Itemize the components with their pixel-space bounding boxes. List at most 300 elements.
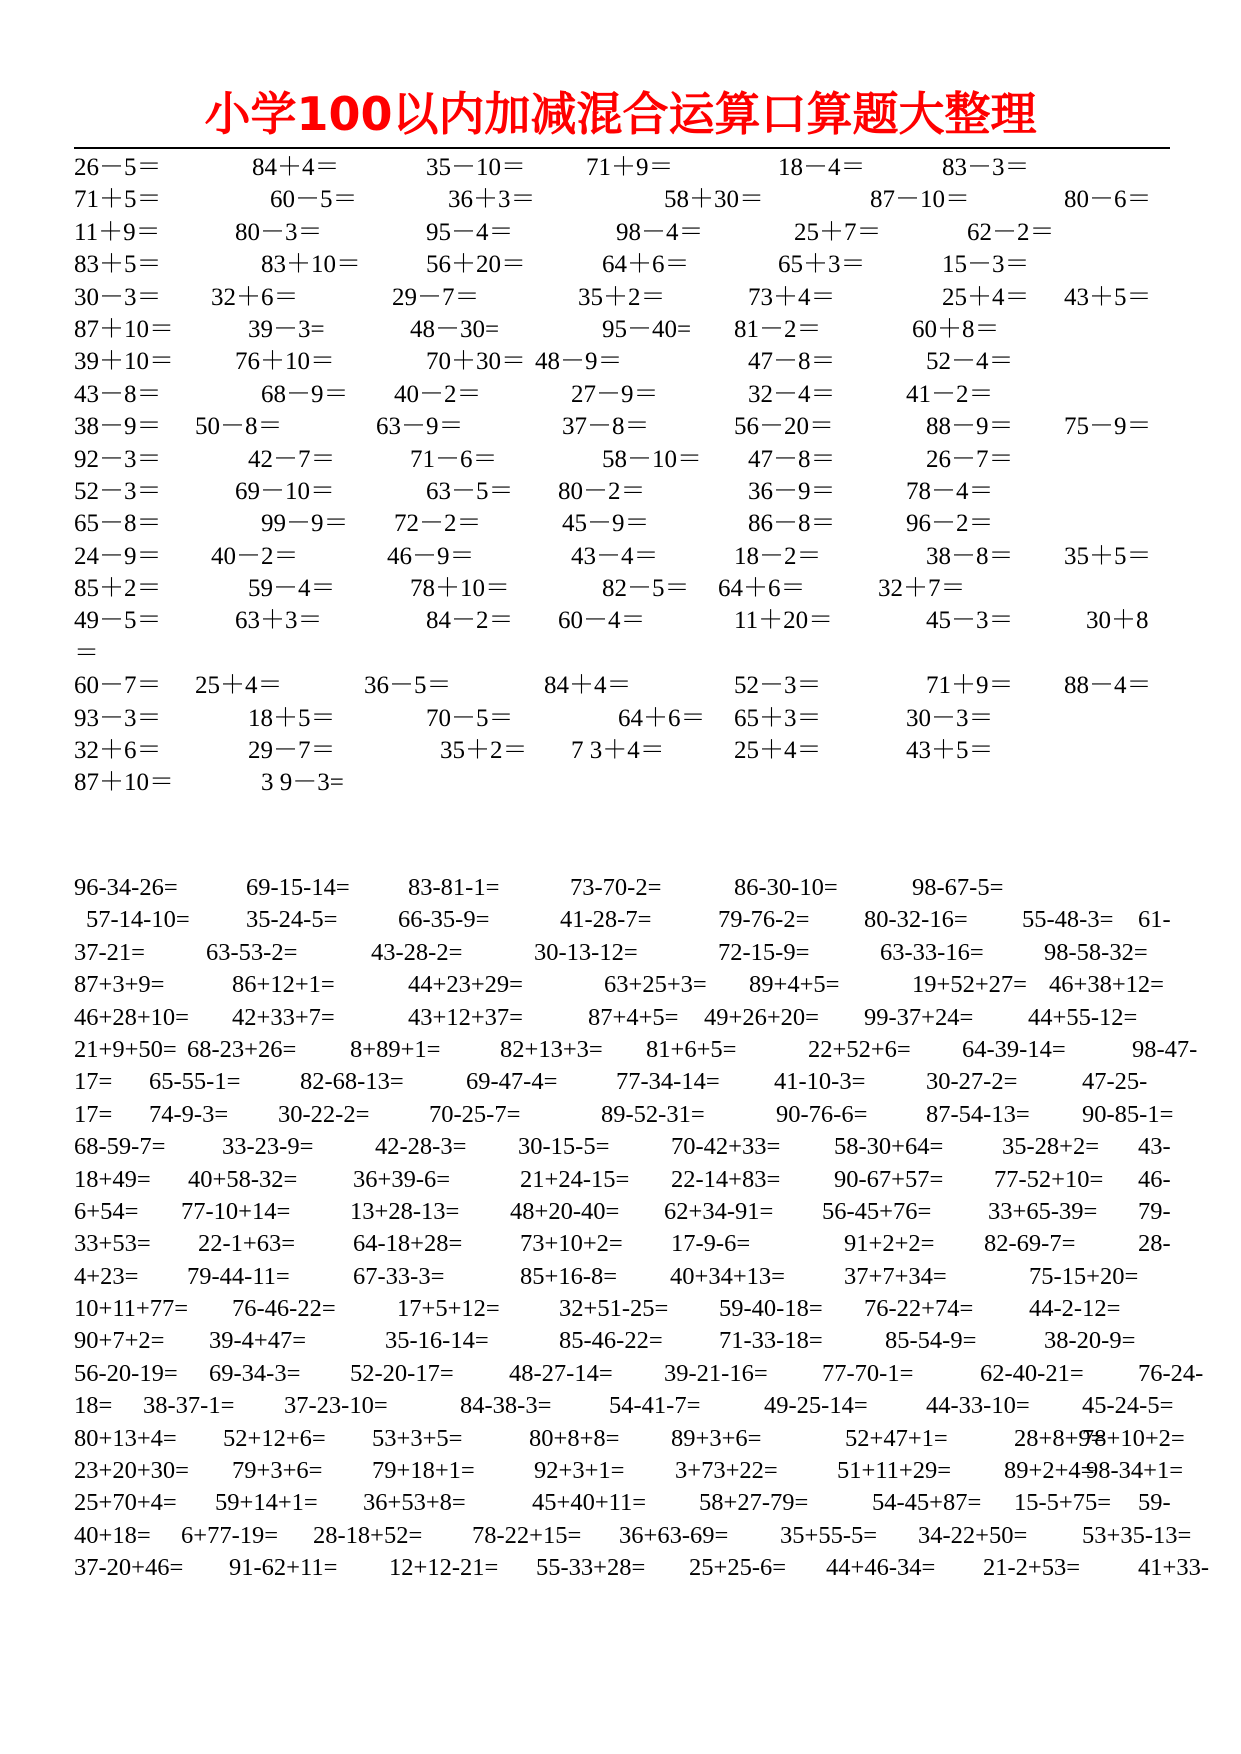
math-problem: 11＋20＝ [734,607,834,635]
math-problem: 23+20+30= [74,1457,189,1485]
math-problem: 47－8＝ [748,445,836,473]
math-problem: 30-27-2= [926,1068,1018,1096]
math-problem: 25+70+4= [74,1489,177,1517]
math-problem: 28-18+52= [313,1521,423,1549]
math-problem: 47－8＝ [748,348,836,376]
problem-row [74,1455,1184,1487]
math-problem: 45－9＝ [562,510,650,538]
math-problem: 32+51-25= [559,1295,669,1323]
math-problem: 63-33-16= [880,938,984,966]
math-problem: 91+2+2= [844,1230,935,1258]
math-problem: 79-76-2= [718,906,810,934]
math-problem: 42+33+7= [232,1003,335,1031]
math-problem: 77-70-1= [822,1359,914,1387]
math-problem: 35-28+2= [1002,1133,1100,1161]
math-problem: 53+35-13= [1082,1521,1192,1549]
math-problem: 39-4+47= [209,1327,307,1355]
math-problem: 58－10＝ [602,445,703,473]
math-problem: 83－3＝ [942,154,1030,181]
math-problem: 69－10＝ [235,477,336,505]
math-problem: 38-20-9= [1044,1327,1136,1355]
math-problem: 78+10+2= [1082,1424,1185,1452]
problem-row [74,1261,1170,1293]
math-problem: 81－2＝ [734,315,822,343]
math-problem: 34-22+50= [918,1521,1028,1549]
math-problem: 65＋3＝ [778,251,866,279]
math-problem: 73-70-2= [570,874,662,901]
math-problem: 71-33-18= [719,1327,823,1355]
math-problem: 21-2+53= [983,1554,1081,1582]
math-problem: 40－2＝ [394,380,482,408]
math-problem: 42－7＝ [248,445,336,473]
math-problem: 66-35-9= [398,906,490,934]
math-problem: 77-52+10= [994,1165,1104,1193]
math-problem: 41－2＝ [906,380,994,408]
math-problem: 35+55-5= [780,1521,878,1549]
math-problem: 33-23-9= [222,1133,314,1161]
math-problem: 83＋10＝ [261,251,362,279]
math-problem: 92－3＝ [74,445,162,473]
math-problem: 56-20-19= [74,1359,178,1387]
math-problem: 90+7+2= [74,1327,165,1355]
math-problem: 71＋9＝ [926,672,1014,700]
math-problem: 62-40-21= [980,1359,1084,1387]
math-problem: 50－8＝ [195,413,283,441]
math-problem: 80－6＝ [1064,186,1152,214]
math-problem: 13+28-13= [350,1197,460,1225]
math-problem: 39-21-16= [664,1359,768,1387]
math-problem: 79-44-11= [187,1262,290,1290]
math-problem: 77-10+14= [181,1197,291,1225]
math-problem: 32＋6＝ [211,283,299,311]
math-problem: 44-2-12= [1029,1295,1121,1323]
problem-row [74,508,1170,540]
math-problem: 21+24-15= [520,1165,630,1193]
math-problem: 76-24- [1138,1359,1204,1387]
math-problem: 26－7＝ [926,445,1014,473]
math-problem: 73＋4＝ [748,283,836,311]
math-problem: 30-15-5= [518,1133,610,1161]
problem-row [74,937,1170,969]
math-problem: 33+53= [74,1230,151,1258]
math-problem: 22+52+6= [808,1035,911,1063]
math-problem: 25＋7＝ [794,218,882,246]
math-problem: 64＋6＝ [718,575,806,603]
math-problem: 52+47+1= [845,1424,948,1452]
math-problem: 54-41-7= [609,1392,701,1420]
problem-row [74,249,1170,281]
math-problem: 30-22-2= [278,1100,370,1128]
math-problem: 58+27-79= [699,1489,809,1517]
math-problem: 33+65-39= [988,1197,1098,1225]
math-problem: 43＋5＝ [906,737,994,765]
problem-row [74,1196,1170,1228]
math-problem: 60－5＝ [270,186,358,214]
math-problem: 80-32-16= [864,906,968,934]
math-problem: 27－9＝ [571,380,659,408]
math-problem: 4+23= [74,1262,139,1290]
math-problem: 37－8＝ [562,413,650,441]
problem-row [74,282,1170,314]
math-problem: 46－9＝ [387,542,475,570]
math-problem: 65－8＝ [74,510,162,538]
math-problem: 18＋5＝ [248,704,336,732]
math-problem: 63+25+3= [604,971,707,999]
math-problem: 83＋5＝ [74,251,162,279]
math-problem: 38－9＝ [74,413,162,441]
math-problem: 98－4＝ [616,218,704,246]
math-problem: 68－9＝ [261,380,349,408]
math-problem: 21+9+50= [74,1035,177,1063]
math-problem: 74-9-3= [149,1100,229,1128]
problem-row [74,872,1170,904]
math-problem: 87＋10＝ [74,315,175,343]
math-problem: 90-67+57= [834,1165,944,1193]
math-problem: 3 9－3= [261,769,344,797]
math-problem: 59-40-18= [719,1295,823,1323]
math-problem: 18+49= [74,1165,151,1193]
math-problem: 36+63-69= [619,1521,729,1549]
math-problem: 69-15-14= [246,874,350,901]
problem-row [74,638,1170,670]
problem-row [74,735,1170,767]
math-problem: 37-23-10= [284,1392,388,1420]
math-problem: 93－3＝ [74,704,162,732]
math-problem: 63－9＝ [376,413,464,441]
math-problem: 88－9＝ [926,413,1014,441]
math-problem: 89+2+4= [1004,1457,1095,1485]
math-problem: 52－4＝ [926,348,1014,376]
problem-row [74,1325,1170,1357]
math-problem: 98-34+1= [1086,1457,1184,1485]
problem-row [74,1293,1170,1325]
math-problem: 44+23+29= [408,971,523,999]
math-problem: 6+77-19= [181,1521,279,1549]
math-problem: 35－10＝ [426,154,527,181]
math-problem: 82－5＝ [602,575,690,603]
math-problem: 76-46-22= [232,1295,336,1323]
problem-row [74,1358,1204,1390]
math-problem: 32＋6＝ [74,737,162,765]
math-problem: 18－2＝ [734,542,822,570]
math-problem: 53+3+5= [372,1424,463,1452]
math-problem: 82-69-7= [984,1230,1076,1258]
math-problem: 59- [1138,1489,1171,1517]
math-problem: 17+5+12= [397,1295,500,1323]
math-problem: 84＋4＝ [544,672,632,700]
math-problem: 65-55-1= [149,1068,241,1096]
math-problem: 78＋10＝ [410,575,511,603]
math-problem: 85-46-22= [559,1327,663,1355]
math-problem: 40+34+13= [670,1262,785,1290]
math-problem: 89-52-31= [601,1100,705,1128]
math-problem: 80－2＝ [558,477,646,505]
math-problem: 89+3+6= [671,1424,762,1452]
math-problem: 72－2＝ [394,510,482,538]
math-problem: 86－8＝ [748,510,836,538]
math-problem: 36＋3＝ [448,186,536,214]
math-problem: 8+89+1= [350,1035,441,1063]
math-problem: 29－7＝ [248,737,336,765]
math-problem: 85-54-9= [885,1327,977,1355]
math-problem: 75-15+20= [1029,1262,1139,1290]
math-problem: 70-25-7= [429,1100,521,1128]
math-problem: 60＋8＝ [912,315,1000,343]
page-title: 小学100以内加减混合运算口算题大整理 [204,87,1037,141]
math-problem: 99－9＝ [261,510,349,538]
math-problem: 68-59-7= [74,1133,166,1161]
math-problem: 80+13+4= [74,1424,177,1452]
math-problem: 98-67-5= [912,874,1004,901]
math-problem: 12+12-21= [389,1554,499,1582]
math-problem: 65＋3＝ [734,704,822,732]
math-problem: 18= [74,1392,113,1420]
problem-row [74,969,1170,1001]
math-problem: 82-68-13= [300,1068,404,1096]
math-problem: 43+12+37= [408,1003,523,1031]
problem-row [74,217,1170,249]
math-problem: 70－5＝ [426,704,514,732]
math-problem: 24－9＝ [74,542,162,570]
math-problem: 64＋6＝ [618,704,706,732]
problem-row [74,346,1170,378]
math-problem: 30－3＝ [74,283,162,311]
math-problem: 59+14+1= [215,1489,318,1517]
math-problem: 44+46-34= [826,1554,936,1582]
problem-row [74,541,1170,573]
math-problem: 80+8+8= [529,1424,620,1452]
math-problem: 71－6＝ [410,445,498,473]
math-problem: 71＋5＝ [74,186,162,214]
problem-row [74,1390,1174,1422]
problem-row [74,1099,1174,1131]
math-problem: 38－8＝ [926,542,1014,570]
math-problem: 46+28+10= [74,1003,189,1031]
math-problem: 59－4＝ [248,575,336,603]
math-problem: 49+26+20= [704,1003,819,1031]
math-problem: 41-28-7= [560,906,652,934]
problem-row [74,1131,1170,1163]
math-problem: 92+3+1= [534,1457,625,1485]
math-problem: 85＋2＝ [74,575,162,603]
math-problem: 86+12+1= [232,971,335,999]
math-problem: 29－7＝ [392,283,480,311]
math-problem: 96－2＝ [906,510,994,538]
math-problem: 63－5＝ [426,477,514,505]
math-problem: 63＋3＝ [235,607,323,635]
problem-row [74,152,1170,184]
math-problem: 43- [1138,1133,1171,1161]
math-problem: 54-45+87= [872,1489,982,1517]
math-problem: 69-34-3= [209,1359,301,1387]
math-problem: 37+7+34= [844,1262,947,1290]
math-problem: 52－3＝ [74,477,162,505]
math-problem: 62－2＝ [967,218,1055,246]
math-problem: 84－2＝ [426,607,514,635]
math-problem: 52－3＝ [734,672,822,700]
math-problem: 7 3＋4＝ [571,737,665,765]
math-problem: 62+34-91= [664,1197,774,1225]
math-problem: 17= [74,1068,113,1096]
math-problem: 22-14+83= [671,1165,781,1193]
math-problem: 89+4+5= [749,971,840,999]
math-problem: 78-22+15= [472,1521,582,1549]
math-problem: 85+16-8= [520,1262,618,1290]
math-problem: 36－9＝ [748,477,836,505]
math-problem: 69-47-4= [466,1068,558,1096]
math-problem: 43－8＝ [74,380,162,408]
math-problem: 87＋10＝ [74,769,175,797]
math-problem: 42-28-3= [375,1133,467,1161]
math-problem: 47-25- [1082,1068,1148,1096]
math-problem: 67-33-3= [353,1262,445,1290]
math-problem: 64＋6＝ [602,251,690,279]
math-problem: 80－3＝ [235,218,323,246]
math-problem: 49-25-14= [764,1392,868,1420]
math-problem: 35-24-5= [246,906,338,934]
math-problem: 11＋9＝ [74,218,161,246]
math-problem: 15－3＝ [942,251,1030,279]
math-problem: 45－3＝ [926,607,1014,635]
math-problem: 15-5+75= [1014,1489,1112,1517]
math-problem: 86-30-10= [734,874,838,901]
problem-row [74,184,1170,216]
math-problem: 41+33- [1138,1554,1209,1582]
math-problem: 76＋10＝ [235,348,336,376]
math-problem: 25+25-6= [689,1554,787,1582]
math-problem: 77-34-14= [616,1068,720,1096]
math-problem: 88－4＝ [1064,672,1152,700]
problem-row [74,476,1170,508]
problem-row [74,1423,1185,1455]
problem-row [74,1034,1198,1066]
problem-row [74,444,1170,476]
math-problem: 40+18= [74,1521,151,1549]
math-problem: 25＋4＝ [942,283,1030,311]
math-problem: 38-37-1= [143,1392,235,1420]
math-problem: 35＋2＝ [440,737,528,765]
math-problem: 43＋5＝ [1064,283,1152,311]
math-problem: 60－4＝ [558,607,646,635]
math-problem: 40+58-32= [188,1165,298,1193]
math-problem: 39－3= [248,315,325,343]
math-problem: 73+10+2= [520,1230,623,1258]
problem-row [74,670,1170,702]
math-problem: 98-58-32= [1044,938,1148,966]
math-problem: 87+4+5= [588,1003,679,1031]
math-problem: 87－10＝ [870,186,971,214]
math-problem: 71＋9＝ [586,154,674,181]
math-problem: 55-33+28= [536,1554,646,1582]
math-problem: 37-21= [74,938,145,966]
math-problem: 84-38-3= [460,1392,552,1420]
math-problem: 46+38+12= [1049,971,1164,999]
math-problem: 56－20＝ [734,413,835,441]
math-problem: 64-39-14= [962,1035,1066,1063]
math-problem: 70＋30＝ [426,348,527,376]
math-problem: 18－4＝ [778,154,866,181]
math-problem: 64-18+28= [353,1230,463,1258]
problem-row [74,904,1170,936]
math-problem: 45+40+11= [532,1489,647,1517]
math-problem: 51+11+29= [837,1457,952,1485]
math-problem: 76-22+74= [864,1295,974,1323]
math-problem: 22-1+63= [198,1230,296,1258]
math-problem: 84＋4＝ [252,154,340,181]
math-problem: 28+8+9= [1014,1424,1105,1452]
math-problem: 68-23+26= [187,1035,297,1063]
math-problem: 83-81-1= [408,874,500,901]
math-problem: 98-47- [1132,1035,1198,1063]
math-problem: 32－4＝ [748,380,836,408]
math-problem: 46- [1138,1165,1171,1193]
math-problem: 48－9＝ [535,348,623,376]
problem-row [74,1520,1192,1552]
math-problem: 44-33-10= [926,1392,1030,1420]
math-problem: 56-45+76= [822,1197,932,1225]
math-problem: 52-20-17= [350,1359,454,1387]
math-problem: 56＋20＝ [426,251,527,279]
math-problem: 25＋4＝ [195,672,283,700]
section-mixed-operation [74,872,1209,1585]
math-problem: 63-53-2= [206,938,298,966]
math-problem: 58-30+64= [834,1133,944,1161]
problem-row [74,767,1170,799]
math-problem: 36+39-6= [353,1165,451,1193]
math-problem: 35＋5＝ [1064,542,1152,570]
math-problem: 36－5＝ [364,672,452,700]
math-problem: 49－5＝ [74,607,162,635]
math-problem: 44+55-12= [1028,1003,1138,1031]
math-problem: 75－9＝ [1064,413,1152,441]
math-problem: 41-10-3= [774,1068,866,1096]
math-problem: 72-15-9= [718,938,810,966]
math-problem: 61- [1138,906,1171,934]
math-problem: 37-20+46= [74,1554,184,1582]
math-problem: 30-13-12= [534,938,638,966]
math-problem: 35-16-14= [385,1327,489,1355]
math-problem: 70-42+33= [671,1133,781,1161]
problem-row [74,1164,1170,1196]
math-problem: 30＋8 [1086,607,1149,635]
math-problem: 79- [1138,1197,1171,1225]
math-problem: 99-37+24= [864,1003,974,1031]
math-problem: 48+20-40= [510,1197,620,1225]
math-problem: 58＋30＝ [664,186,765,214]
math-problem: 43-28-2= [371,938,463,966]
math-problem: 55-48-3= [1022,906,1114,934]
math-problem: 48－30= [410,315,500,343]
problem-row [74,605,1170,637]
math-problem: 96-34-26= [74,874,178,901]
math-problem: 3+73+22= [675,1457,778,1485]
title-divider [74,147,1170,149]
math-problem: 90-85-1= [1082,1100,1174,1128]
math-problem: 60－7＝ [74,672,162,700]
math-problem: 48-27-14= [509,1359,613,1387]
math-problem: 78－4＝ [906,477,994,505]
problem-row [74,1066,1170,1098]
math-problem: 87+3+9= [74,971,165,999]
math-problem: 57-14-10= [86,906,190,934]
problem-row [74,573,1170,605]
problem-row [74,411,1170,443]
problem-row [74,1228,1170,1260]
problem-row [74,1002,1170,1034]
problem-row [74,1487,1170,1519]
math-problem: 17= [74,1100,113,1128]
math-problem: 26－5＝ [74,154,162,181]
